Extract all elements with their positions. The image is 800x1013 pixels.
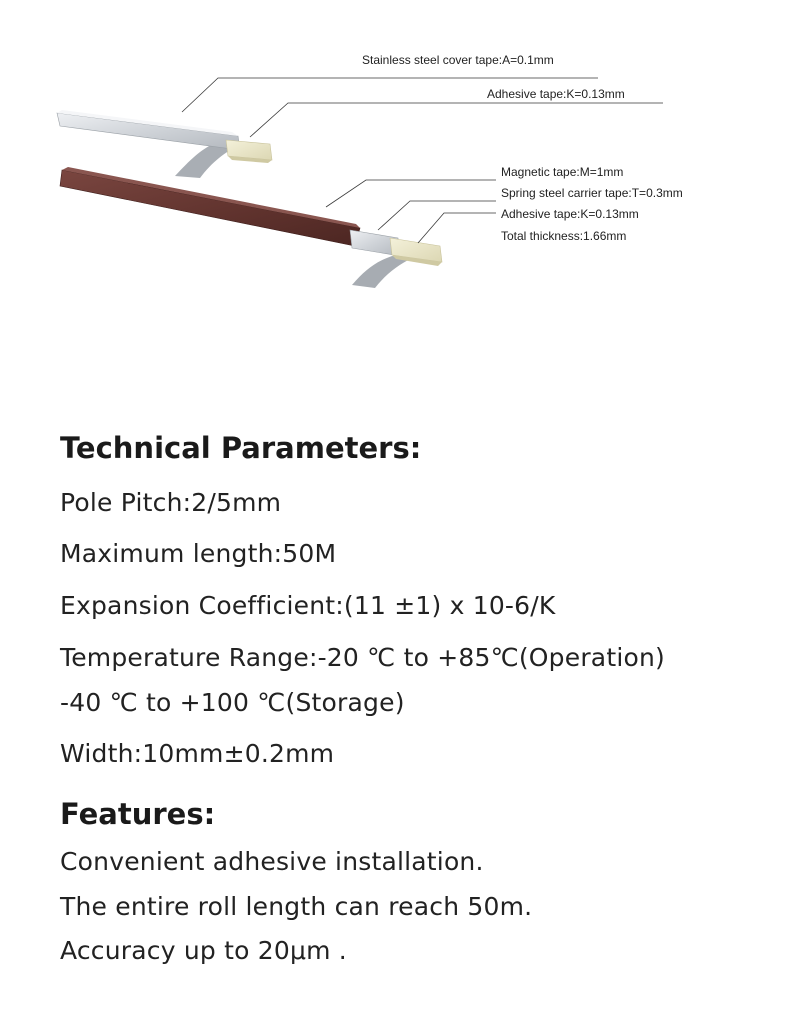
adhesive-bottom-label: Adhesive tape:K=0.13mm bbox=[501, 207, 639, 221]
adhesive-top-strip bbox=[226, 140, 272, 163]
max-length-line: Maximum length:50M bbox=[60, 539, 337, 568]
magnetic-tape-label: Magnetic tape:M=1mm bbox=[501, 165, 624, 179]
features-heading: Features: bbox=[60, 797, 216, 831]
adhesive-top-label: Adhesive tape:K=0.13mm bbox=[487, 87, 625, 101]
feature-item: Accuracy up to 20μm . bbox=[60, 936, 347, 965]
carrier-tape-label: Spring steel carrier tape:T=0.3mm bbox=[501, 186, 683, 200]
temperature-storage-line: -40 ℃ to +100 ℃(Storage) bbox=[60, 688, 405, 717]
total-thickness-label: Total thickness:1.66mm bbox=[501, 229, 627, 243]
temperature-operation-line: Temperature Range:-20 ℃ to +85℃(Operation) bbox=[60, 643, 665, 672]
width-line: Width:10mm±0.2mm bbox=[60, 739, 335, 768]
magnetic-tape-strip bbox=[60, 167, 360, 246]
cover-tape-label: Stainless steel cover tape:A=0.1mm bbox=[362, 53, 554, 67]
cover-tape-strip bbox=[57, 110, 240, 178]
feature-item: The entire roll length can reach 50m. bbox=[60, 892, 533, 921]
feature-item: Convenient adhesive installation. bbox=[60, 847, 484, 876]
technical-parameters-heading: Technical Parameters: bbox=[60, 431, 422, 465]
pole-pitch-line: Pole Pitch:2/5mm bbox=[60, 488, 282, 517]
tape-layers-illustration bbox=[0, 0, 800, 320]
tape-structure-diagram bbox=[0, 0, 800, 320]
expansion-coefficient-line: Expansion Coefficient:(11 ±1) x 10-6/K bbox=[60, 591, 556, 620]
